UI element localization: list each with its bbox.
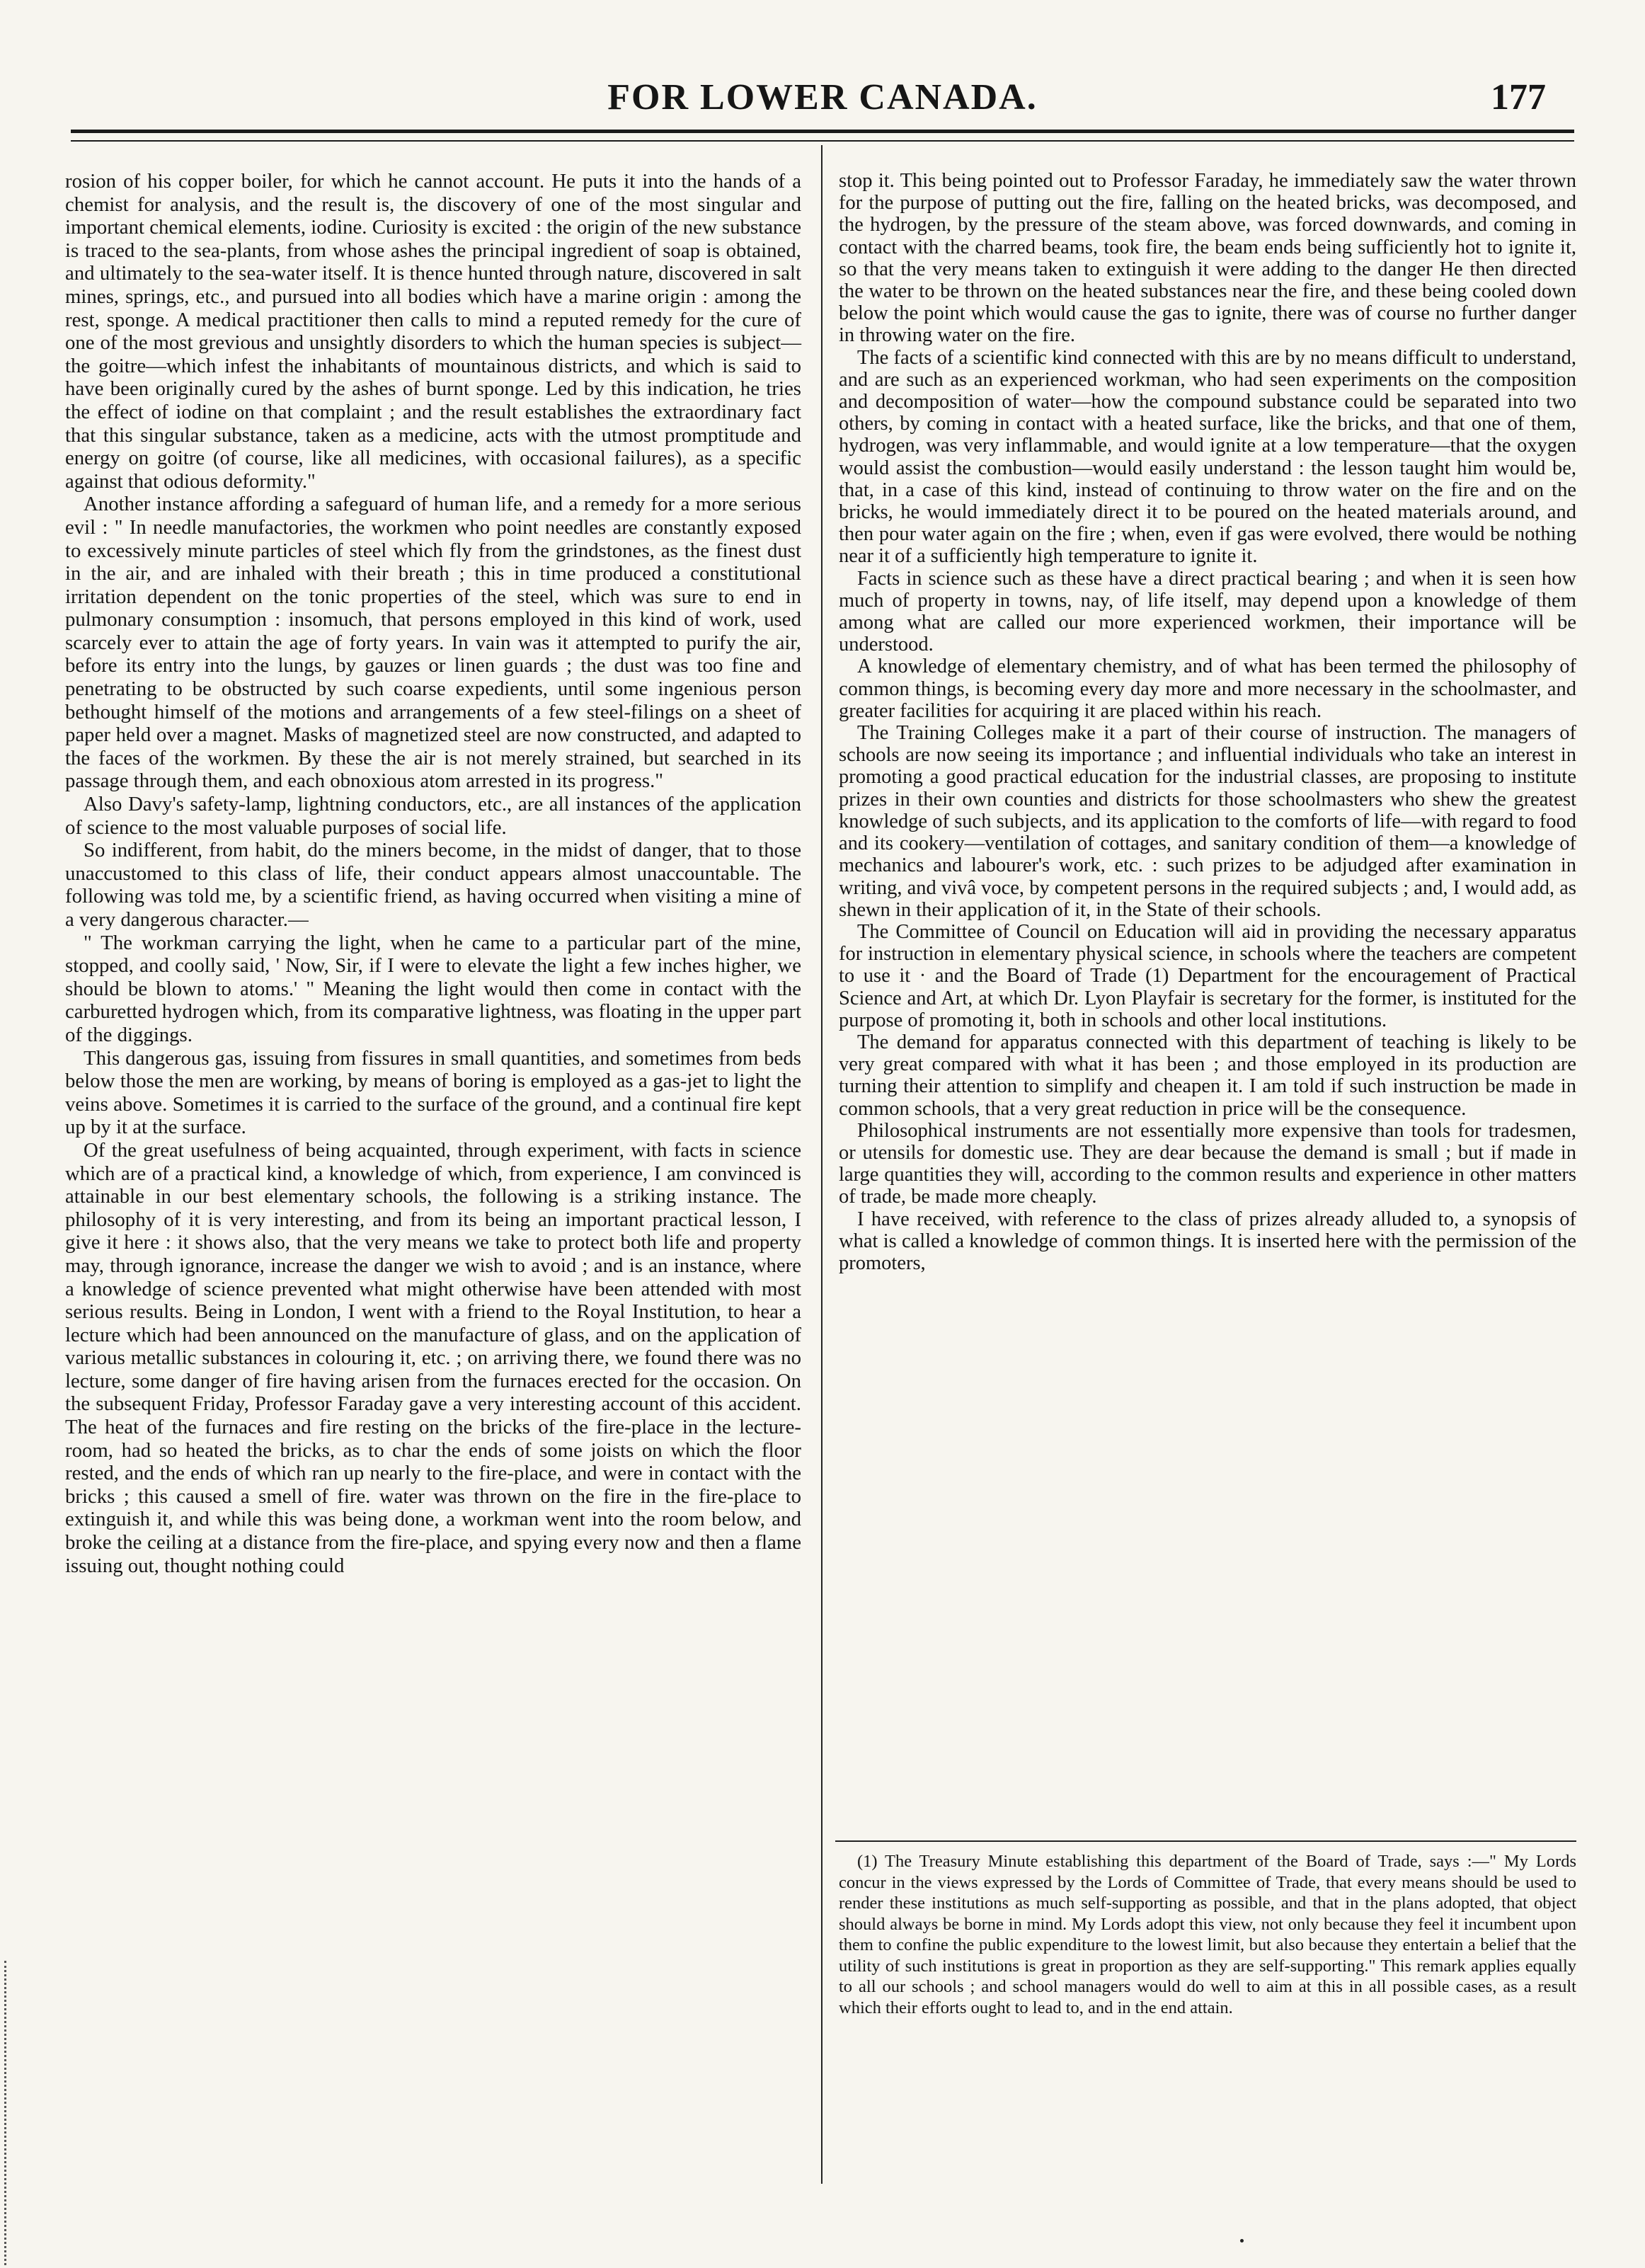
paragraph: Facts in science such as these have a direct practical bearing ; and when it is seen how much of property in towns, nay, of life itself, may depend upon a knowledge of them among what are called our more experienced workmen, their importance will be understood. (839, 567, 1576, 656)
paragraph: I have received, with reference to the class of prizes already alluded to, a synopsis of what is called a knowledge of common things. It is inserted here with the permission of the promoters, (839, 1208, 1576, 1274)
column-divider (821, 145, 822, 2184)
paragraph: The facts of a scientific kind connected with this are by no means difficult to understand, and are such as an experienced workman, who had seen experiments on the composition and decomposition of water—how the compound substance could be separated into two others, by coming in contact with a heated surface, like the bricks, and that one of them, hydrogen, was very inflammable, and would ignite at a low temperature—that the oxygen would assist the combustion—would easily understand : the lesson taught him would be, that, in a case of this kind, instead of continuing to throw water on the fire and on the bricks, he would immediately direct it to be poured on the heated materials around, and then pour water again on the fire ; when, even if gas were evolved, there would be nothing near it of a sufficiently high temperature to ignite it. (839, 346, 1576, 568)
footnote-rule (835, 1840, 1576, 1842)
running-title: FOR LOWER CANADA. (607, 77, 1038, 118)
right-column (839, 170, 1576, 1274)
footnote (839, 1851, 1576, 2018)
header-rule-thick (71, 130, 1574, 133)
paragraph: Of the great usefulness of being acquainted, through experiment, with facts in science which are of a practical kind, a knowledge of which, from experience, I am convinced is attainable in our best elementary schools, the following is a striking instance. The philosophy of it is very interesting, and from its being an important practical lesson, I give it here : it shows also, that the very means we take to protect both life and property may, through ignorance, increase the danger we wish to avoid ; and is an instance, where a knowledge of science prevented what might otherwise have been attended with most serious results. Being in London, I went with a friend to the Royal Institution, to hear a lecture which had been announced on the manufacture of glass, and on the application of various metallic substances in colouring it, etc. ; on arriving there, we found there was no lecture, some danger of fire having arisen from the furnaces erected for the occasion. On the subsequent Friday, Professor Faraday gave a very interesting account of this accident. The heat of the furnaces and fire resting on the bricks of the fire-place in the lecture-room, had so heated the bricks, as to char the ends of some joists on which the floor rested, and the ends of which ran up nearly to the fire-place, and were in contact with the bricks ; this caused a smell of fire. water was thrown on the fire in the fire-place to extinguish it, and while this was being done, a workman went into the room below, and broke the ceiling at a distance from the fire-place, and spying every now and then a flame issuing out, thought nothing could (65, 1138, 801, 1577)
paragraph: This dangerous gas, issuing from fissures in small quantities, and sometimes from beds below those the men are working, by means of boring is employed as a gas-jet to light the veins above. Sometimes it is carried to the surface of the ground, and a continual fire kept up by it at the surface. (65, 1046, 801, 1139)
paragraph: rosion of his copper boiler, for which he cannot account. He puts it into the hands of a chemist for analysis, and the result is, the discovery of one of the most singular and important chemical elements, iodine. Curiosity is excited : the origin of the new substance is traced to the sea-plants, from whose ashes the principal ingredient of soap is obtained, and ultimately to the sea-water itself. It is thence hunted through nature, discovered in salt mines, springs, etc., and pursued into all bodies which have a marine origin : among the rest, sponge. A medical practitioner then calls to mind a reputed remedy for the cure of one of the most grevious and unsightly disorders to which the human species is subject—the goitre—which infest the inhabitants of mountainous districts, and which is said to have been originally cured by the ashes of burnt sponge. Led by this indication, he tries the effect of iodine on that complaint ; and the result establishes the extraordinary fact that this singular substance, taken as a medicine, acts with the utmost promptitude and energy on goitre (of course, like all medicines, with occasional failures), as a specific against that odious deformity." (65, 170, 801, 493)
paragraph: Philosophical instruments are not essentially more expensive than tools for tradesmen, or utensils for domestic use. They are dear because the demand is small ; but if made in large quantities they will, according to the common results and experience in other matters of trade, be made more cheaply. (839, 1119, 1576, 1208)
paragraph: stop it. This being pointed out to Professor Faraday, he immediately saw the water thrown for the purpose of putting out the fire, falling on the heated bricks, was decomposed, and the hydrogen, by the pressure of the steam above, was forced downwards, and coming in contact with the charred beams, took fire, the beam ends being sufficiently hot to ignite it, so that the very means taken to extinguish it were adding to the danger He then directed the water to be thrown on the heated substances near the fire, and these being cooled down below the point which would cause the gas to ignite, there was of course no further danger in throwing water on the fire. (839, 170, 1576, 347)
header-rule-thin (71, 140, 1574, 142)
ink-speck (1240, 2239, 1244, 2243)
scan-edge-marks (4, 1961, 6, 2265)
paragraph: The Committee of Council on Education will aid in providing the necessary apparatus for instruction in elementary physical science, in schools where the teachers are competent to use it · and the Board of Trade (1) Department for the encouragement of Practical Science and Art, at which Dr. Lyon Playfair is secretary for the former, is instituted for the purpose of promoting it, both in schools and other local institutions. (839, 920, 1576, 1031)
page-number: 177 (1491, 77, 1546, 118)
paragraph: The Training Colleges make it a part of their course of instruction. The managers of schools are now seeing its importance ; and influential individuals who take an interest in promoting a good practical education for the industrial classes, are proposing to institute prizes in their own counties and districts for those schoolmasters who shew the greatest knowledge of such subjects, and its application to the comforts of life—with regard to food and its cookery—ventilation of cottages, and sanitary condition of them—a knowledge of mechanics and labourer's work, etc. : such prizes to be adjudged after examination in writing, and vivâ voce, by competent persons in the required subjects ; and, I would add, as shewn in their application of it, in the State of their schools. (839, 722, 1576, 921)
paragraph: Also Davy's safety-lamp, lightning conductors, etc., are all instances of the application of science to the most valuable purposes of social life. (65, 793, 801, 839)
paragraph: " The workman carrying the light, when he came to a particular part of the mine, stopped, and coolly said, ' Now, Sir, if I were to elevate the light a few inches higher, we should be blown to atoms.' " Meaning the light would then come in contact with the carburetted hydrogen which, from its comparative lightness, was floating in the upper part of the diggings. (65, 931, 801, 1046)
paragraph: Another instance affording a safeguard of human life, and a remedy for a more serious evil : " In needle manufactories, the workmen who point needles are constantly exposed to excessively minute particles of steel which fly from the grindstones, as the finest dust in the air, and are inhaled with their breath ; this in time produced a constitutional irritation dependent on the tonic properties of the steel, which was sure to end in pulmonary consumption : insomuch, that persons employed in this kind of work, used scarcely ever to attain the age of forty years. In vain was it attempted to purify the air, before its entry into the lungs, by gauzes or linen guards ; the dust was too fine and penetrating to be obstructed by such coarse expedients, until some ingenious person bethought himself of the motions and arrangements of a few steel-filings on a sheet of paper held over a magnet. Masks of magnetized steel are now constructed, and adapted to the faces of the workmen. By these the air is not merely strained, but searched in its passage through them, and each obnoxious atom arrested in its progress." (65, 493, 801, 793)
paragraph: The demand for apparatus connected with this department of teaching is likely to be very great compared with what it has been ; and those employed in its production are turning their attention to simplify and cheapen it. I am told if such instruction be made in common schools, that a very great reduction in price will be the consequence. (839, 1031, 1576, 1120)
running-head (85, 71, 1560, 120)
paragraph: A knowledge of elementary chemistry, and of what has been termed the philosophy of common things, is becoming every day more and more necessary in the schoolmaster, and greater facilities for acquiring it are placed within his reach. (839, 655, 1576, 722)
paragraph: So indifferent, from habit, do the miners become, in the midst of danger, that to those unaccustomed to this class of life, their conduct appears almost unaccountable. The following was told me, by a scientific friend, as having occurred when visiting a mine of a very dangerous character.— (65, 839, 801, 931)
left-column (65, 170, 801, 1577)
footnote-text: (1) The Treasury Minute establishing this department of the Board of Trade, says :—" My Lords concur in the views expressed by the Lords of Committee of Trade, that every means should be used to render these institutions as much self-supporting as possible, and that in the plans adopted, that object should always be borne in mind. My Lords adopt this view, not only because they feel it incumbent upon them to confine the public expenditure to the lowest limit, but also because they entertain a belief that the utility of such institutions is great in proportion as they are self-supporting." This remark applies equally to all our schools ; and school managers would do well to aim at this in all possible cases, as a result which their efforts ought to lead to, and in the end attain. (839, 1852, 1576, 2017)
